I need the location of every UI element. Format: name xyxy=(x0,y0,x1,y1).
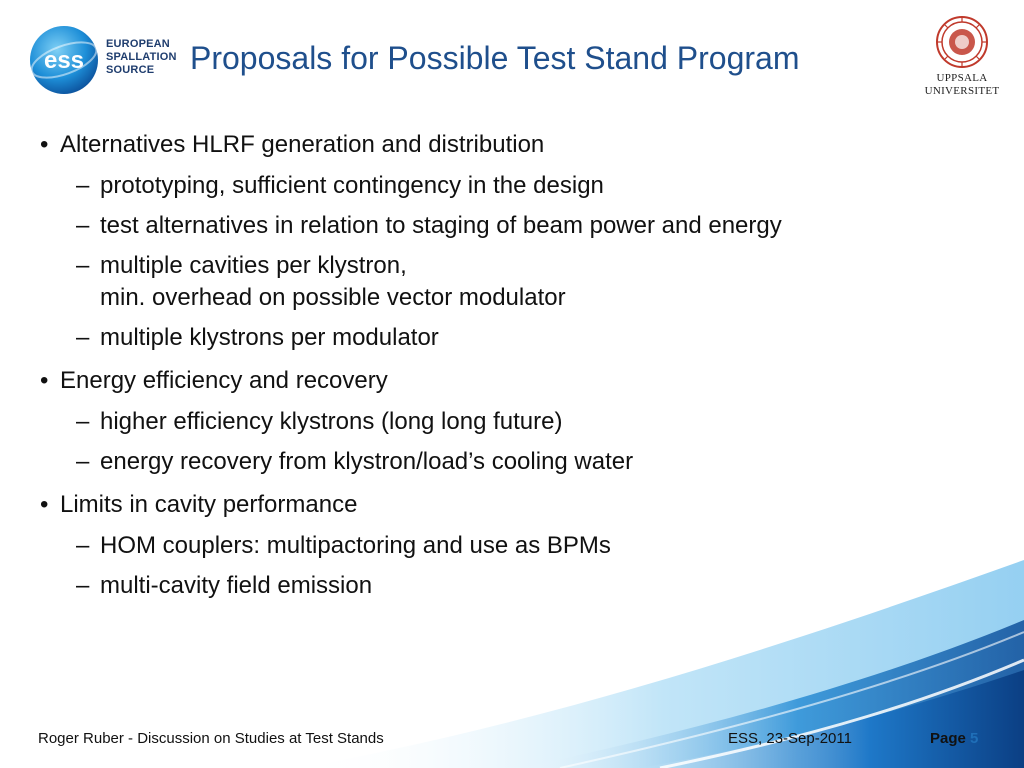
sub-bullet-item xyxy=(36,406,996,438)
ess-logo-text xyxy=(106,38,177,77)
page-number: 5 xyxy=(970,730,979,747)
bullet-text: Energy efficiency and recovery xyxy=(60,367,388,394)
sub-bullet-text: higher efficiency klystrons (long long future) xyxy=(100,408,563,435)
dash-marker: – xyxy=(76,572,90,599)
uppsala-logo-text xyxy=(916,72,1008,98)
sub-bullet-text: multiple cavities per klystron, xyxy=(100,252,407,279)
sub-bullet-text: prototyping, sufficient contingency in the design xyxy=(100,172,604,199)
sub-bullet-text-continued: min. overhead on possible vector modulator xyxy=(100,284,566,311)
slide-title: Proposals for Possible Test Stand Program xyxy=(190,40,800,76)
ess-logo-mark: ess xyxy=(43,47,85,74)
bullet-item xyxy=(36,366,996,396)
dash-marker: – xyxy=(76,324,90,351)
dash-marker: – xyxy=(76,408,90,435)
sub-bullet-text: multi-cavity field emission xyxy=(100,572,373,599)
dash-marker: – xyxy=(76,448,90,475)
sub-bullet-item xyxy=(36,250,996,314)
slide-content xyxy=(36,124,996,602)
footer-page-number xyxy=(930,730,978,747)
uppsala-line-1: UPPSALA xyxy=(936,72,988,84)
bullet-text: Limits in cavity performance xyxy=(60,491,358,518)
sub-bullet-text: energy recovery from klystron/load’s cooling water xyxy=(100,448,634,475)
bullet-marker: • xyxy=(40,491,49,518)
sub-bullet-item xyxy=(36,170,996,202)
dash-marker: – xyxy=(76,212,90,239)
sub-bullet-item xyxy=(36,446,996,478)
dash-marker: – xyxy=(76,252,90,279)
bullet-marker: • xyxy=(40,367,49,394)
sub-bullet-text: HOM couplers: multipactoring and use as BPMs xyxy=(100,532,611,559)
bullet-item xyxy=(36,490,996,520)
sub-bullet-item xyxy=(36,322,996,354)
dash-marker: – xyxy=(76,172,90,199)
bullet-text: Alternatives HLRF generation and distribution xyxy=(60,131,545,158)
sub-bullet-text: multiple klystrons per modulator xyxy=(100,324,439,351)
sub-bullet-text: test alternatives in relation to staging of beam power and energy xyxy=(100,212,782,239)
dash-marker: – xyxy=(76,532,90,559)
uppsala-line-2: UNIVERSITET xyxy=(924,85,1000,97)
page-label: Page xyxy=(930,730,966,747)
ess-logo-icon xyxy=(28,22,104,98)
ess-logo-line-2: SPALLATION xyxy=(106,51,177,63)
footer-author-title: Roger Ruber - Discussion on Studies at Test Stands xyxy=(38,730,384,747)
bullet-item xyxy=(36,130,996,160)
sub-bullet-item xyxy=(36,210,996,242)
uppsala-seal-icon xyxy=(936,16,988,68)
sub-bullet-item xyxy=(36,530,996,562)
ess-logo-line-3: SOURCE xyxy=(106,64,155,76)
bullet-marker: • xyxy=(40,131,49,158)
sub-bullet-item xyxy=(36,570,996,602)
ess-logo-line-1: EUROPEAN xyxy=(106,38,170,50)
footer-date: ESS, 23-Sep-2011 xyxy=(728,730,852,747)
